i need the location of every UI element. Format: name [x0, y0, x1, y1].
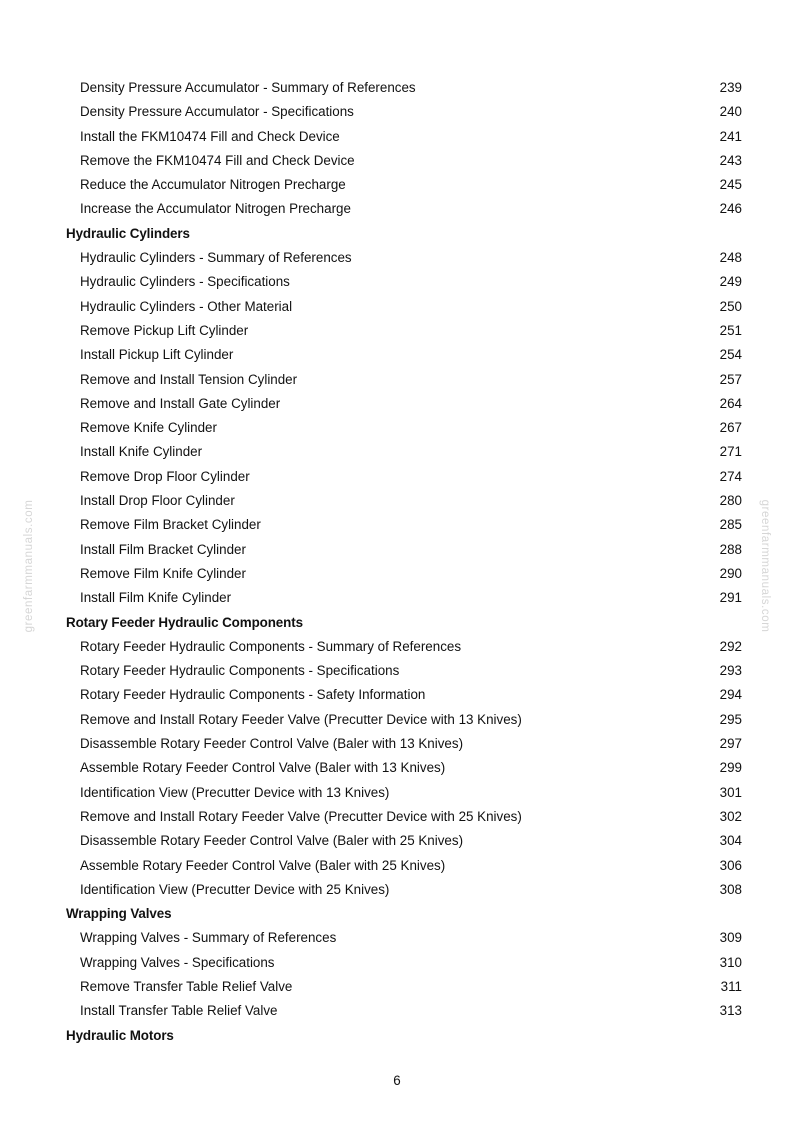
toc-entry-page-number: 239 — [719, 80, 742, 95]
toc-entry-page-number: 309 — [719, 930, 742, 946]
toc-entry[interactable] — [0, 659, 794, 683]
toc-entry-title: Remove Transfer Table Relief Valve — [80, 978, 293, 994]
toc-entry[interactable] — [0, 149, 794, 173]
toc-entry[interactable] — [0, 125, 794, 149]
toc-entry[interactable] — [0, 999, 794, 1023]
toc-entry-page-number: 267 — [719, 420, 742, 436]
toc-entry[interactable] — [0, 829, 794, 853]
toc-entry-page-number: 288 — [719, 541, 742, 557]
toc-entry-page-number: 297 — [719, 736, 742, 752]
toc-entry-title: Disassemble Rotary Feeder Control Valve (Baler with 13 Knives) — [80, 736, 464, 752]
toc-entry-page-number: 264 — [719, 395, 742, 411]
toc-entry[interactable] — [0, 586, 794, 610]
toc-entry[interactable] — [0, 951, 794, 975]
toc-entry-title: Remove and Install Tension Cylinder — [80, 371, 298, 387]
toc-entry-page-number: 291 — [719, 590, 742, 606]
toc-entry-title: Remove Film Knife Cylinder — [80, 565, 246, 581]
toc-entry-title: Rotary Feeder Hydraulic Components - Specifications — [80, 663, 400, 679]
toc-section-heading: Hydraulic Motors — [66, 1027, 174, 1043]
toc-entry-page-number: 241 — [719, 128, 742, 144]
toc-entry[interactable] — [0, 173, 794, 197]
toc-entry-title: Remove and Install Gate Cylinder — [80, 395, 281, 411]
toc-entry-page-number: 308 — [719, 881, 742, 897]
toc-entry[interactable] — [0, 781, 794, 805]
toc-entry-page-number: 304 — [719, 833, 742, 849]
toc-entry-page-number: 248 — [719, 250, 742, 266]
toc-entry[interactable] — [0, 635, 794, 659]
toc-entry-title: Install the FKM10474 Fill and Check Device — [80, 128, 340, 144]
toc-entry-page-number: 243 — [719, 152, 742, 168]
toc-entry-title: Density Pressure Accumulator - Specifications — [80, 104, 354, 120]
toc-entry-page-number: 250 — [719, 298, 742, 314]
toc-entry[interactable] — [0, 440, 794, 464]
toc-entry-title: Disassemble Rotary Feeder Control Valve (Baler with 25 Knives) — [80, 833, 464, 849]
toc-entry[interactable] — [0, 319, 794, 343]
toc-section-heading: Rotary Feeder Hydraulic Components — [66, 614, 303, 630]
toc-entry-title: Install Film Bracket Cylinder — [80, 541, 246, 557]
toc-entry-page-number: 299 — [719, 760, 742, 776]
toc-entry-title: Install Pickup Lift Cylinder — [80, 347, 234, 363]
toc-entry[interactable] — [0, 465, 794, 489]
toc-entry[interactable] — [0, 100, 794, 124]
toc-entry[interactable] — [0, 756, 794, 780]
toc-entry-page-number: 274 — [719, 468, 742, 484]
toc-entry-page-number: 290 — [719, 565, 742, 581]
toc-entry[interactable] — [0, 513, 794, 537]
toc-entry-title: Rotary Feeder Hydraulic Components - Safety Information — [80, 687, 426, 703]
toc-entry[interactable] — [0, 732, 794, 756]
toc-entry[interactable] — [0, 708, 794, 732]
toc-entry[interactable] — [0, 683, 794, 707]
toc-entry-title: Wrapping Valves - Specifications — [80, 954, 275, 970]
toc-entry[interactable] — [0, 368, 794, 392]
toc-entry[interactable] — [0, 343, 794, 367]
watermark-right: greenfarmmanuals.com — [759, 499, 771, 633]
toc-entry-page-number: 306 — [719, 857, 742, 873]
toc-entry-page-number: 301 — [719, 784, 742, 800]
toc-entry-title: Remove and Install Rotary Feeder Valve (Precutter Device with 13 Knives) — [80, 711, 522, 727]
toc-entry-title: Assemble Rotary Feeder Control Valve (Baler with 25 Knives) — [80, 857, 446, 873]
toc-entry-page-number: 251 — [719, 322, 742, 338]
toc-section-heading: Hydraulic Cylinders — [66, 225, 190, 241]
toc-entry-title: Install Transfer Table Relief Valve — [80, 1003, 278, 1019]
toc-entry-title: Remove and Install Rotary Feeder Valve (Precutter Device with 25 Knives) — [80, 808, 522, 824]
toc-entry-page-number: 295 — [719, 711, 742, 727]
toc-entry-page-number: 249 — [719, 274, 742, 290]
toc-entry-page-number: 245 — [719, 177, 742, 193]
toc-entry[interactable] — [0, 805, 794, 829]
toc-entry-page-number: 257 — [719, 371, 742, 387]
toc-entry-title: Install Knife Cylinder — [80, 444, 203, 460]
toc-entry-title: Remove Drop Floor Cylinder — [80, 468, 250, 484]
toc-entry-title: Install Film Knife Cylinder — [80, 590, 232, 606]
toc-entry-title: Assemble Rotary Feeder Control Valve (Baler with 13 Knives) — [80, 760, 446, 776]
toc-entry-title: Identification View (Precutter Device with 13 Knives) — [80, 784, 390, 800]
toc-entry-title: Remove Pickup Lift Cylinder — [80, 322, 249, 338]
toc-entry[interactable] — [0, 489, 794, 513]
toc-entry-title: Wrapping Valves - Summary of References — [80, 930, 337, 946]
toc-entry-title: Remove Film Bracket Cylinder — [80, 517, 261, 533]
toc-entry-title: Install Drop Floor Cylinder — [80, 493, 235, 509]
toc-entry[interactable] — [0, 975, 794, 999]
toc-entry[interactable] — [0, 926, 794, 950]
toc-section-heading: Wrapping Valves — [66, 906, 172, 922]
toc-entry-title: Rotary Feeder Hydraulic Components - Summary of References — [80, 638, 462, 654]
toc-entry[interactable] — [0, 197, 794, 221]
toc-entry-page-number: 313 — [719, 1003, 742, 1019]
toc-entry-title: Density Pressure Accumulator - Summary of References — [80, 80, 416, 95]
toc-entry-page-number: 240 — [719, 104, 742, 120]
toc-entry-page-number: 311 — [720, 978, 742, 994]
toc-entry-page-number: 280 — [719, 493, 742, 509]
toc-entry-title: Identification View (Precutter Device with 25 Knives) — [80, 881, 390, 897]
toc-entry[interactable] — [0, 246, 794, 270]
toc-entry-title: Hydraulic Cylinders - Other Material — [80, 298, 293, 314]
toc-entry-title: Hydraulic Cylinders - Specifications — [80, 274, 290, 290]
toc-entry-page-number: 310 — [719, 954, 742, 970]
toc-entry[interactable] — [0, 295, 794, 319]
toc-entry-title: Remove Knife Cylinder — [80, 420, 217, 436]
toc-entry[interactable] — [0, 416, 794, 440]
table-of-contents — [0, 76, 794, 1048]
page-number: 6 — [393, 1073, 401, 1088]
watermark-left: greenfarmmanuals.com — [23, 499, 35, 633]
toc-entry-page-number: 302 — [719, 808, 742, 824]
toc-entry-page-number: 294 — [719, 687, 742, 703]
toc-entry[interactable] — [0, 270, 794, 294]
toc-entry[interactable] — [0, 854, 794, 878]
toc-entry-title: Reduce the Accumulator Nitrogen Precharge — [80, 177, 346, 193]
toc-entry-title: Increase the Accumulator Nitrogen Precharge — [80, 201, 351, 217]
toc-entry[interactable] — [0, 76, 794, 100]
toc-entry-title: Hydraulic Cylinders - Summary of References — [80, 250, 352, 266]
toc-entry-page-number: 271 — [719, 444, 742, 460]
toc-entry-page-number: 246 — [719, 201, 742, 217]
toc-entry[interactable] — [0, 878, 794, 902]
toc-entry[interactable] — [0, 392, 794, 416]
toc-entry-page-number: 293 — [719, 663, 742, 679]
toc-entry[interactable] — [0, 538, 794, 562]
toc-entry[interactable] — [0, 562, 794, 586]
toc-entry-page-number: 254 — [719, 347, 742, 363]
toc-entry-title: Remove the FKM10474 Fill and Check Device — [80, 152, 355, 168]
toc-entry-page-number: 285 — [719, 517, 742, 533]
toc-entry-page-number: 292 — [719, 638, 742, 654]
